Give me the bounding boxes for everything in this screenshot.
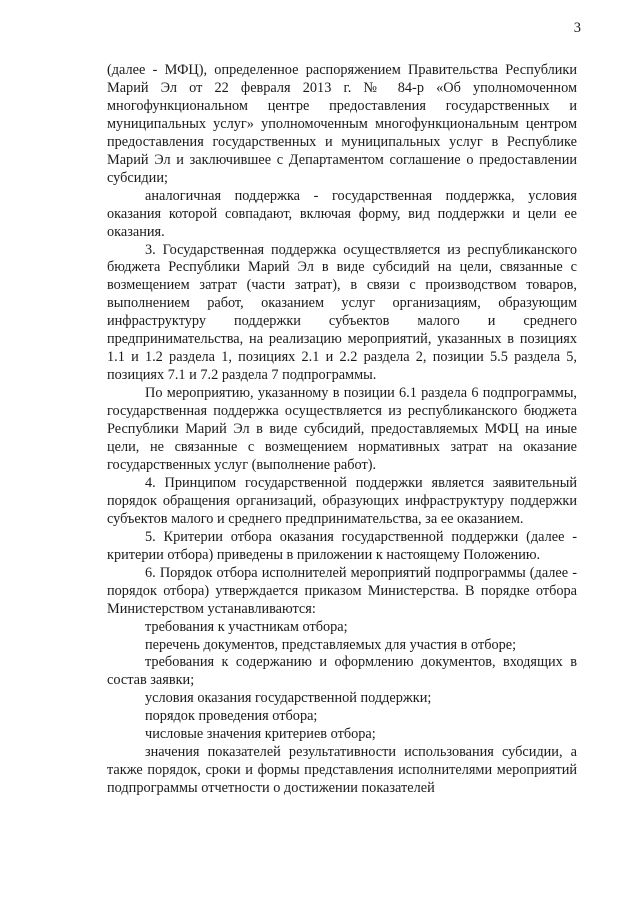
paragraph: 3. Государственная поддержка осуществляется из республиканского бюджета Республики Марий Эл в виде субсидий на цели, связанные с возмещением затрат (части затрат), в связи с производством товаров, выполнением работ, оказанием услуг организациям, образующим инфраструктуру поддержки субъектов малого и среднего предпринимательства, на реализацию мероприятий, указанных в позициях 1.1 и 1.2 раздела 1, позициях 2.1 и 2.2 раздела 2, позиции 5.5 раздела 5, позициях 7.1 и 7.2 раздела 7 подпрограммы. bbox=[107, 241, 577, 384]
paragraph: условия оказания государственной поддержки; bbox=[145, 690, 432, 707]
document-body bbox=[107, 62, 577, 798]
paragraph: числовые значения критериев отбора; bbox=[145, 726, 376, 743]
paragraph: требования к участникам отбора; bbox=[145, 618, 348, 635]
paragraph: 4. Принципом государственной поддержки является заявительный порядок обращения организаций, образующих инфраструктуру поддержки субъектов малого и среднего предпринимательства, за ее оказанием. bbox=[107, 474, 577, 527]
paragraph: требования к содержанию и оформлению документов, входящих в состав заявки; bbox=[107, 654, 577, 689]
paragraph: значения показателей результативности использования субсидии, а также порядок, сроки и формы представления исполнителями мероприятий подпрограммы отчетности о достижении показателей bbox=[107, 744, 577, 797]
paragraph: (далее - МФЦ), определенное распоряжением Правительства Республики Марий Эл от 22 февраля 2013 г. № 84-р «Об уполномоченном многофункциональном центре предоставления государственных и муниципальных услуг» уполномоченным многофункциональным центром предоставления государственных и муниципальных услуг в Республике Марий Эл и заключившее с Департаментом соглашение о предоставлении субсидии; bbox=[107, 62, 577, 186]
paragraph: порядок проведения отбора; bbox=[145, 708, 318, 725]
page-number: 3 bbox=[573, 20, 581, 36]
paragraph: перечень документов, представляемых для участия в отборе; bbox=[145, 636, 517, 653]
paragraph: 5. Критерии отбора оказания государственной поддержки (далее - критерии отбора) приведены в приложении к настоящему Положению. bbox=[107, 528, 577, 563]
paragraph: По мероприятию, указанному в позиции 6.1 раздела 6 подпрограммы, государственная поддержка осуществляется из республиканского бюджета Республики Марий Эл в виде субсидий, предоставляемых МФЦ на иные цели, не связанные с возмещением нормативных затрат на оказание государственных услуг (выполнение работ). bbox=[107, 385, 577, 473]
paragraph: аналогичная поддержка - государственная поддержка, условия оказания которой совпадают, включая форму, вид поддержки и цели ее оказания. bbox=[107, 187, 577, 240]
paragraph: 6. Порядок отбора исполнителей мероприятий подпрограммы (далее - порядок отбора) утверждается приказом Министерства. В порядке отбора Министерством устанавливаются: bbox=[107, 564, 577, 617]
